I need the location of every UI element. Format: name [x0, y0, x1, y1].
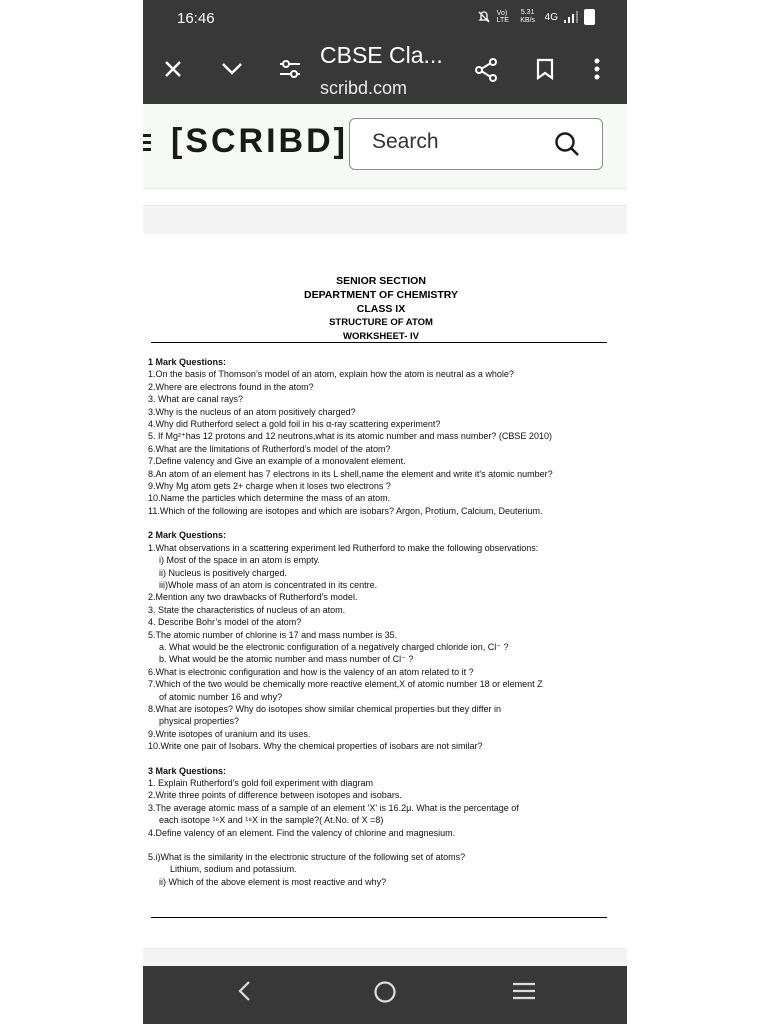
volte-indicator: Vo) LTE	[496, 10, 509, 24]
header-line: WORKSHEET- IV	[342, 331, 419, 342]
home-icon[interactable]	[373, 980, 397, 1004]
question: 1.On the basis of Thomson’s model of an atom, explain how the atom is neutral as a whole?	[148, 369, 514, 380]
search-input[interactable]	[370, 129, 554, 155]
page-separator	[143, 205, 627, 235]
document-header	[143, 274, 619, 344]
question: 2.Mention any two drawbacks of Rutherford’s model.	[148, 592, 358, 603]
system-nav-bar	[143, 966, 627, 1024]
question: each isotope ¹⁶X and ¹⁸X in the sample?( At.No. of X =8)	[159, 815, 384, 826]
question: 8.What are isotopes? Why do isotopes show similar chemical properties but they differ in	[148, 703, 501, 714]
browser-toolbar	[143, 34, 627, 104]
question: 5.The atomic number of chlorine is 17 and mass number is 35.	[148, 629, 398, 640]
close-icon[interactable]	[164, 60, 182, 78]
question: 6.What are the limitations of Rutherford’s model of the atom?	[148, 443, 391, 454]
header-line: DEPARTMENT OF CHEMISTRY	[304, 289, 458, 301]
page-url[interactable]: scribd.com	[320, 78, 408, 98]
question: ii) Which of the above element is most reactive and why?	[159, 876, 387, 887]
question: 9.Why Mg atom gets 2+ charge when it loses two electrons ?	[148, 481, 391, 492]
scribd-header	[143, 104, 627, 189]
chevron-down-icon[interactable]	[221, 62, 243, 76]
more-vert-icon[interactable]	[594, 58, 600, 80]
question: 1.What observations in a scattering experiment led Rutherford to make the following observations:	[148, 542, 539, 553]
question: 4.Define valency of an element. Find the valency of chlorine and magnesium.	[148, 827, 456, 838]
phone-screen	[143, 0, 627, 1024]
section-title: 1 Mark Questions:	[148, 357, 227, 367]
tune-icon[interactable]	[279, 59, 301, 79]
status-bar	[143, 0, 627, 34]
question: 7.Which of the two would be chemically more reactive element,X of atomic number 18 or element Z	[148, 679, 543, 690]
question: 4. Describe Bohr’s model of the atom?	[148, 617, 302, 628]
battery-icon	[584, 9, 595, 25]
worksheet-questions	[148, 356, 618, 888]
section-title: 3 Mark Questions:	[148, 765, 227, 776]
header-line: CLASS IX	[356, 303, 406, 315]
question: 7.Define valency and Give an example of a monovalent element.	[148, 456, 406, 467]
document-page[interactable]	[143, 234, 627, 949]
question: 11.Which of the following are isotopes and which are isobars? Argon, Protium, Calcium, Deuterium.	[148, 505, 543, 516]
network-speed: 5.31 KB/s	[520, 9, 536, 24]
question: ii) Nucleus is positively charged.	[159, 567, 288, 578]
question: 3. What are canal rays?	[148, 394, 244, 405]
question: 4.Why did Rutherford select a gold foil in his α-ray scattering experiment?	[148, 419, 441, 430]
question: 1. Explain Rutherford’s gold foil experiment with diagram	[148, 778, 373, 788]
status-time: 16:46	[177, 10, 215, 27]
status-icons	[477, 9, 595, 25]
question: iii)Whole mass of an atom is concentrated in its centre.	[159, 579, 378, 590]
header-line: STRUCTURE OF ATOM	[329, 317, 433, 328]
question: 3. State the characteristics of nucleus of an atom.	[148, 604, 346, 615]
question: 8.An atom of an element has 7 electrons in its L shell,name the element and write it's atomic number?	[148, 468, 553, 479]
question: of atomic number 16 and why?	[159, 691, 283, 702]
mute-icon	[477, 10, 491, 24]
section-title: 2 Mark Questions:	[148, 530, 227, 541]
page-title[interactable]: CBSE Cla...	[320, 42, 443, 68]
question: 10.Name the particles which determine the mass of an atom.	[148, 493, 391, 504]
question: 5. If Mg²⁺has 12 protons and 12 neutrons,what is its atomic number and mass number? (CBSE 2010)	[148, 431, 552, 442]
question: a. What would be the electronic configuration of a negatively charged chloride ion, Cl⁻ ?	[159, 641, 509, 652]
back-icon[interactable]	[237, 980, 251, 1002]
header-rule	[151, 342, 607, 343]
question: i) Most of the space in an atom is empty.	[159, 555, 320, 566]
bookmark-icon[interactable]	[536, 58, 554, 80]
question: 9.Write isotopes of uranium and its uses.	[148, 728, 311, 739]
question: 2.Write three points of difference between isotopes and isobars.	[148, 790, 402, 801]
question: b. What would be the atomic number and mass number of Cl⁻ ?	[159, 654, 414, 665]
scribd-logo[interactable]: [SCRIBD]	[171, 122, 348, 160]
recents-icon[interactable]	[512, 982, 536, 1000]
search-box[interactable]	[349, 118, 603, 170]
question: 6.What is electronic configuration and how is the valency of an atom related to it ?	[148, 666, 474, 677]
menu-icon[interactable]	[143, 134, 151, 155]
share-icon[interactable]	[474, 58, 498, 82]
search-icon[interactable]	[554, 131, 580, 157]
question: 2.Where are electrons found in the atom?	[148, 381, 314, 392]
question: 3.Why is the nucleus of an atom positively charged?	[148, 406, 356, 417]
page-separator	[143, 948, 627, 967]
question: 10.Write one pair of Isobars. Why the chemical properties of isobars are not similar?	[148, 741, 483, 752]
signal-icon	[564, 11, 578, 23]
question: 5.i)What is the similarity in the electronic structure of the following set of atoms?	[148, 852, 466, 863]
question: physical properties?	[159, 716, 240, 727]
question: Lithium, sodium and potassium.	[170, 864, 297, 875]
network-type: 4G	[544, 11, 558, 23]
question: 3.The average atomic mass of a sample of an element 'X' is 16.2μ. What is the percentage of	[148, 802, 519, 813]
footer-rule	[151, 917, 607, 918]
header-line: SENIOR SECTION	[336, 275, 426, 287]
